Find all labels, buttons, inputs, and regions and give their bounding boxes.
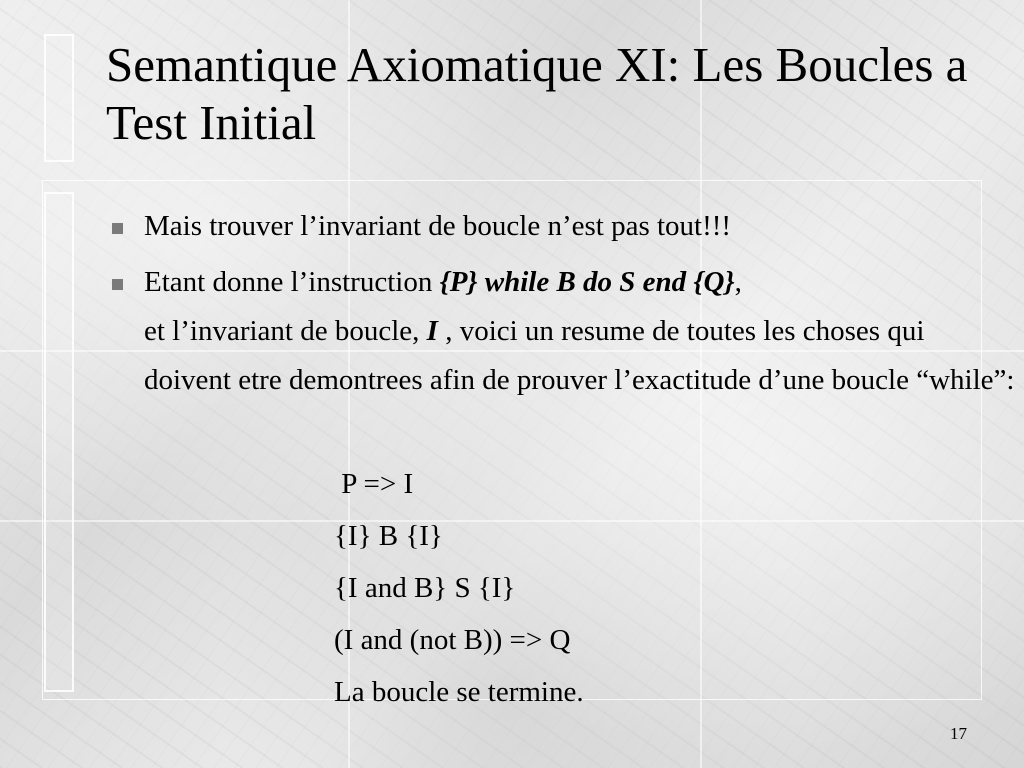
formula-line: La boucle se termine. — [334, 676, 584, 708]
bullet-list — [108, 202, 1018, 405]
loop-statement: {P} while B do S end {Q} — [439, 266, 735, 298]
square-bullet-icon — [112, 279, 123, 290]
bullet-text — [144, 258, 1018, 405]
formula-line: {I} B {I} — [334, 520, 443, 552]
bullet-item — [108, 258, 1018, 405]
bullet-text-part: Etant donne l’instruction — [144, 266, 440, 298]
bullet-text-part: , — [734, 266, 742, 298]
square-bullet-icon — [112, 223, 123, 234]
formula-line: (I and (not B)) => Q — [334, 624, 571, 656]
bullet-text — [144, 202, 1018, 251]
bullet-text-part: , voici un resume de toutes les choses qui doivent etre demontrees afin de prouver l’exactitude d’une boucle “while”: — [144, 315, 1015, 396]
bullet-item — [108, 202, 1018, 251]
formula-line: P => I — [334, 468, 414, 500]
formula-line: {I and B} S {I} — [334, 572, 516, 604]
invariant-symbol: I — [426, 315, 438, 347]
proof-obligations — [334, 458, 584, 718]
bullet-text-part: et l’invariant de boucle, — [144, 315, 427, 347]
page-number: 17 — [950, 724, 967, 743]
slide-title: Semantique Axiomatique XI: Les Boucles a Test Initial — [106, 37, 968, 150]
title-accent-bar — [44, 34, 74, 162]
bullet-text-part: Mais trouver l’invariant de boucle n’est pas tout!!! — [144, 210, 732, 242]
